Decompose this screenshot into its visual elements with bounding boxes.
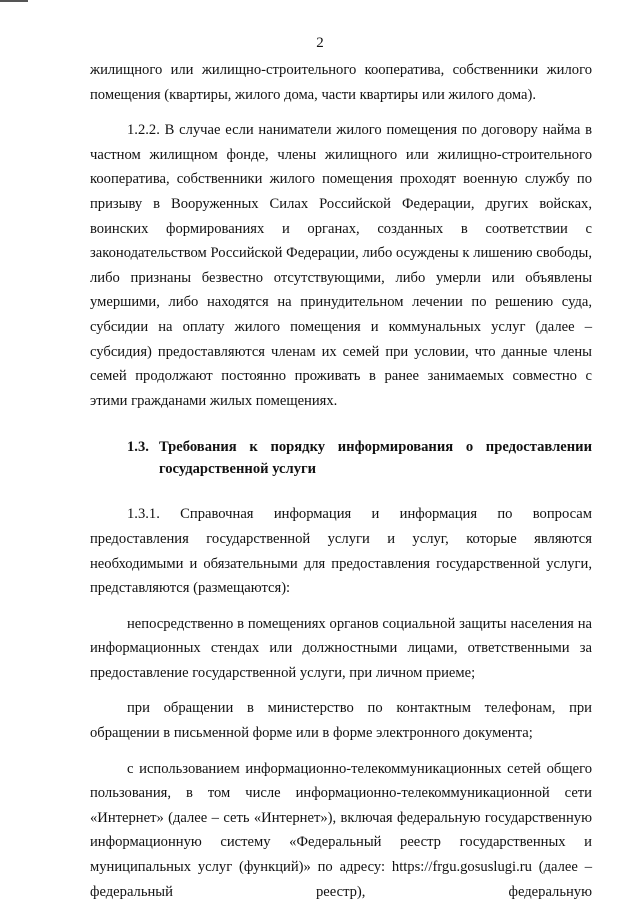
paragraph-via-internet: с использованием информационно-телекоммуникационных сетей общего пользования, в том числе информационно-телекоммуникационной сети «Интернет» (далее – сеть «Интернет»), включая федеральную государственную информационную систему «Федеральный реестр государственных и муниципальных услуг (функций)» по адресу: https://frgu.gosuslugi.ru (далее – федеральный реестр), федеральную <box>90 760 592 900</box>
paragraph-1-2-2: 1.2.2. В случае если наниматели жилого помещения по договору найма в частном жилищном фонде, члены жилищного или жилищно-строительного кооператива, собственники жилого помещения проходят военную службу по призыву в Вооруженных Силах Российской Федерации, других войсках, воинских формированиях и органах, созданных в соответствии с законодательством Российской Федерации, либо осуждены к лишению свободы, либо признаны безвестно отсутствующими, либо умерли или объявлены умершими, либо находятся на принудительном лечении по решению суда, субсидии на оплату жилого помещения и коммунальных услуг (далее – субсидия) предоставляются членам их семей при условии, что данные члены семей продолжают постоянно проживать в ранее занимаемых совместно с этими гражданами жилых помещениях. <box>90 122 592 409</box>
section-heading-1-3 <box>90 436 592 480</box>
document-body <box>90 58 592 904</box>
page-number: 2 <box>316 35 324 51</box>
paragraph-in-office: непосредственно в помещениях органов социальной защиты населения на информационных стендах или должностными лицами, ответственными за предоставление государственной услуги, при личном приеме; <box>90 615 592 681</box>
scan-edge-mark <box>0 0 28 2</box>
paragraph-continuation: жилищного или жилищно-строительного кооператива, собственники жилого помещения (квартиры, жилого дома, части квартиры или жилого дома). <box>90 62 592 103</box>
section-title: Требования к порядку информирования о предоставлении государственной услуги <box>159 439 592 478</box>
section-number: 1.3. <box>127 439 149 456</box>
paragraph-1-3-1: 1.3.1. Справочная информация и информация по вопросам предоставления государственной услуги и услуг, которые являются необходимыми и обязательными для предоставления государственной услуги, представляются (размещаются): <box>90 506 592 597</box>
paragraph-by-contact: при обращении в министерство по контактным телефонам, при обращении в письменной форме или в форме электронного документа; <box>90 700 592 742</box>
